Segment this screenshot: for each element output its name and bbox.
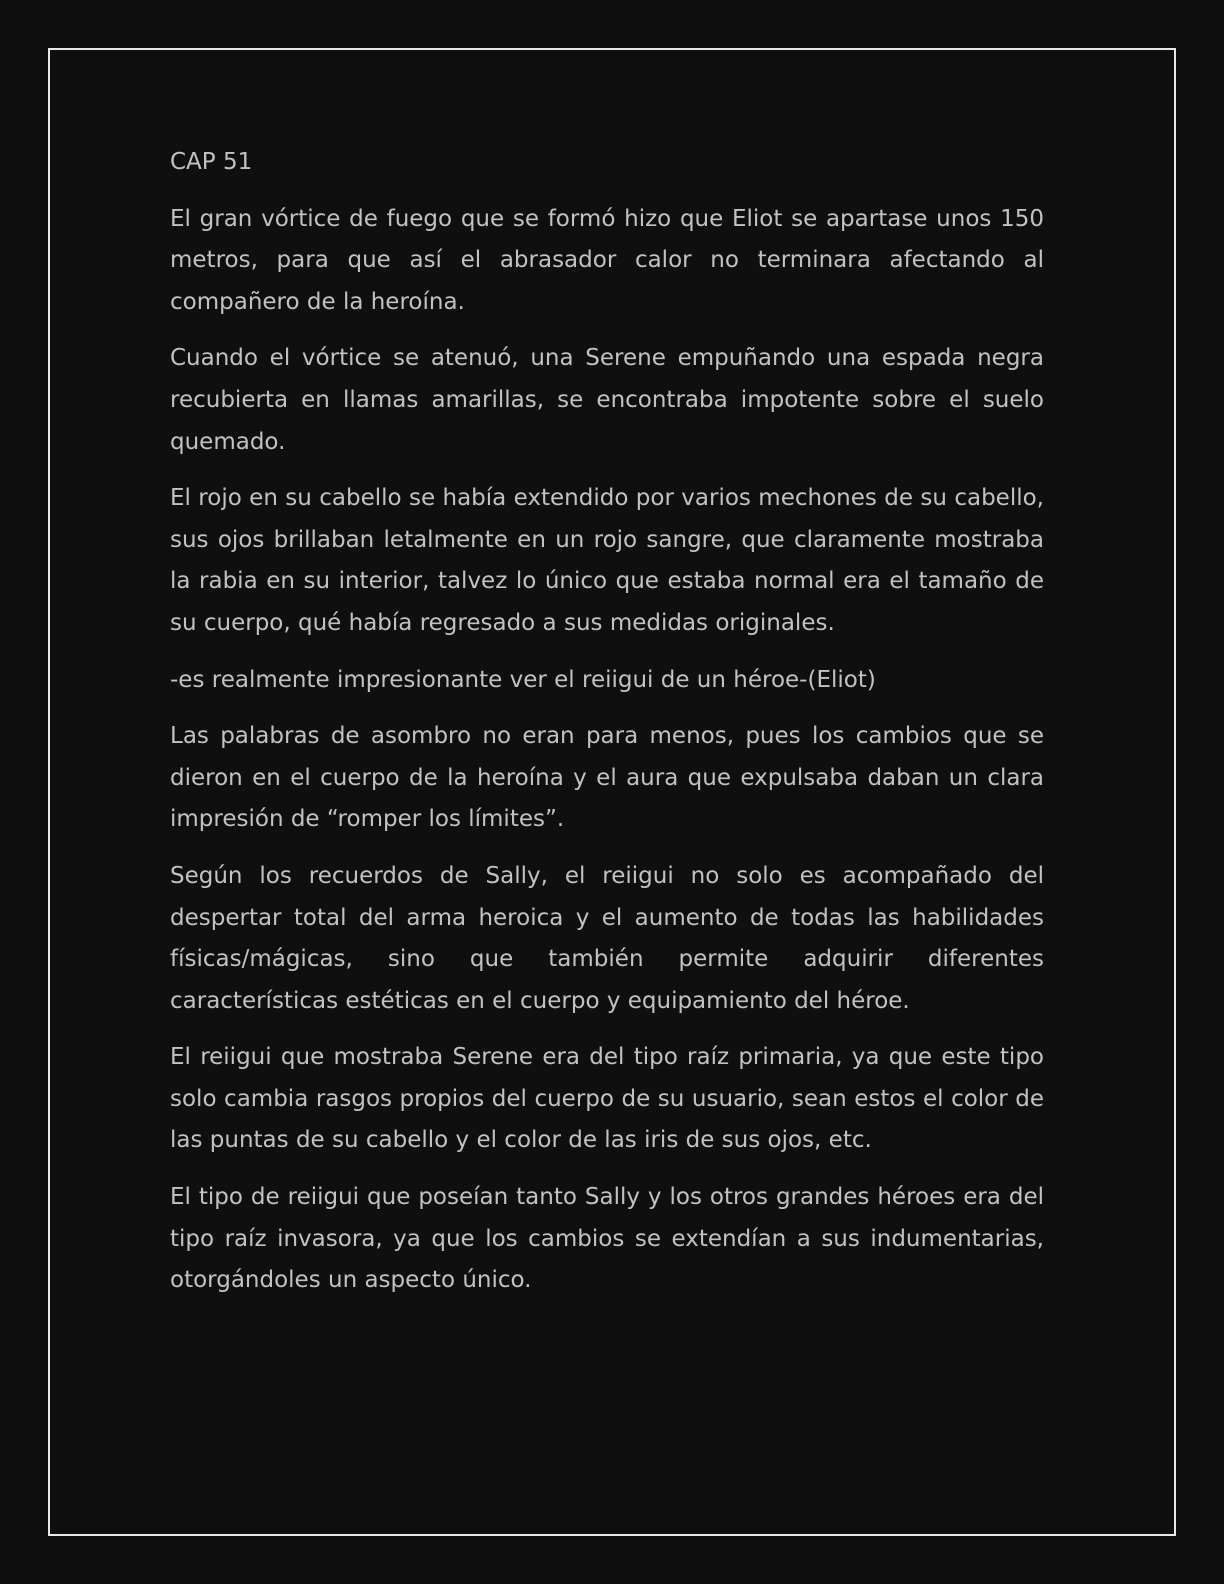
chapter-heading: CAP 51 [170,149,253,175]
chapter-content [170,142,1044,1317]
paragraph: El reiigui que mostraba Serene era del tipo raíz primaria, ya que este tipo solo cambia rasgos propios del cuerpo de su usuario, sean estos el color de las puntas de su cabello y el color de las iris de sus ojos, etc. [170,1044,1044,1154]
page-frame [48,48,1176,1536]
paragraph: El tipo de reiigui que poseían tanto Sally y los otros grandes héroes era del tipo raíz invasora, ya que los cambios se extendían a sus indumentarias, otorgándoles un aspecto único. [170,1184,1044,1294]
paragraph: Las palabras de asombro no eran para menos, pues los cambios que se dieron en el cuerpo de la heroína y el aura que expulsaba daban un clara impresión de “romper los límites”. [170,723,1044,833]
paragraph: Según los recuerdos de Sally, el reiigui no solo es acompañado del despertar total del arma heroica y el aumento de todas las habilidades físicas/mágicas, sino que también permite adquirir diferentes características estéticas en el cuerpo y equipamiento del héroe. [170,862,1044,1014]
paragraph: Cuando el vórtice se atenuó, una Serene empuñando una espada negra recubierta en llamas amarillas, se encontraba impotente sobre el suelo quemado. [170,345,1044,455]
paragraph: El gran vórtice de fuego que se formó hizo que Eliot se apartase unos 150 metros, para que así el abrasador calor no terminara afectando al compañero de la heroína. [170,205,1044,315]
paragraph: El rojo en su cabello se había extendido por varios mechones de su cabello, sus ojos brillaban letalmente en un rojo sangre, que claramente mostraba la rabia en su interior, talvez lo único que estaba normal era el tamaño de su cuerpo, qué había regresado a sus medidas originales. [170,485,1044,636]
dialogue-line: -es realmente impresionante ver el reiigui de un héroe-(Eliot) [170,666,876,693]
